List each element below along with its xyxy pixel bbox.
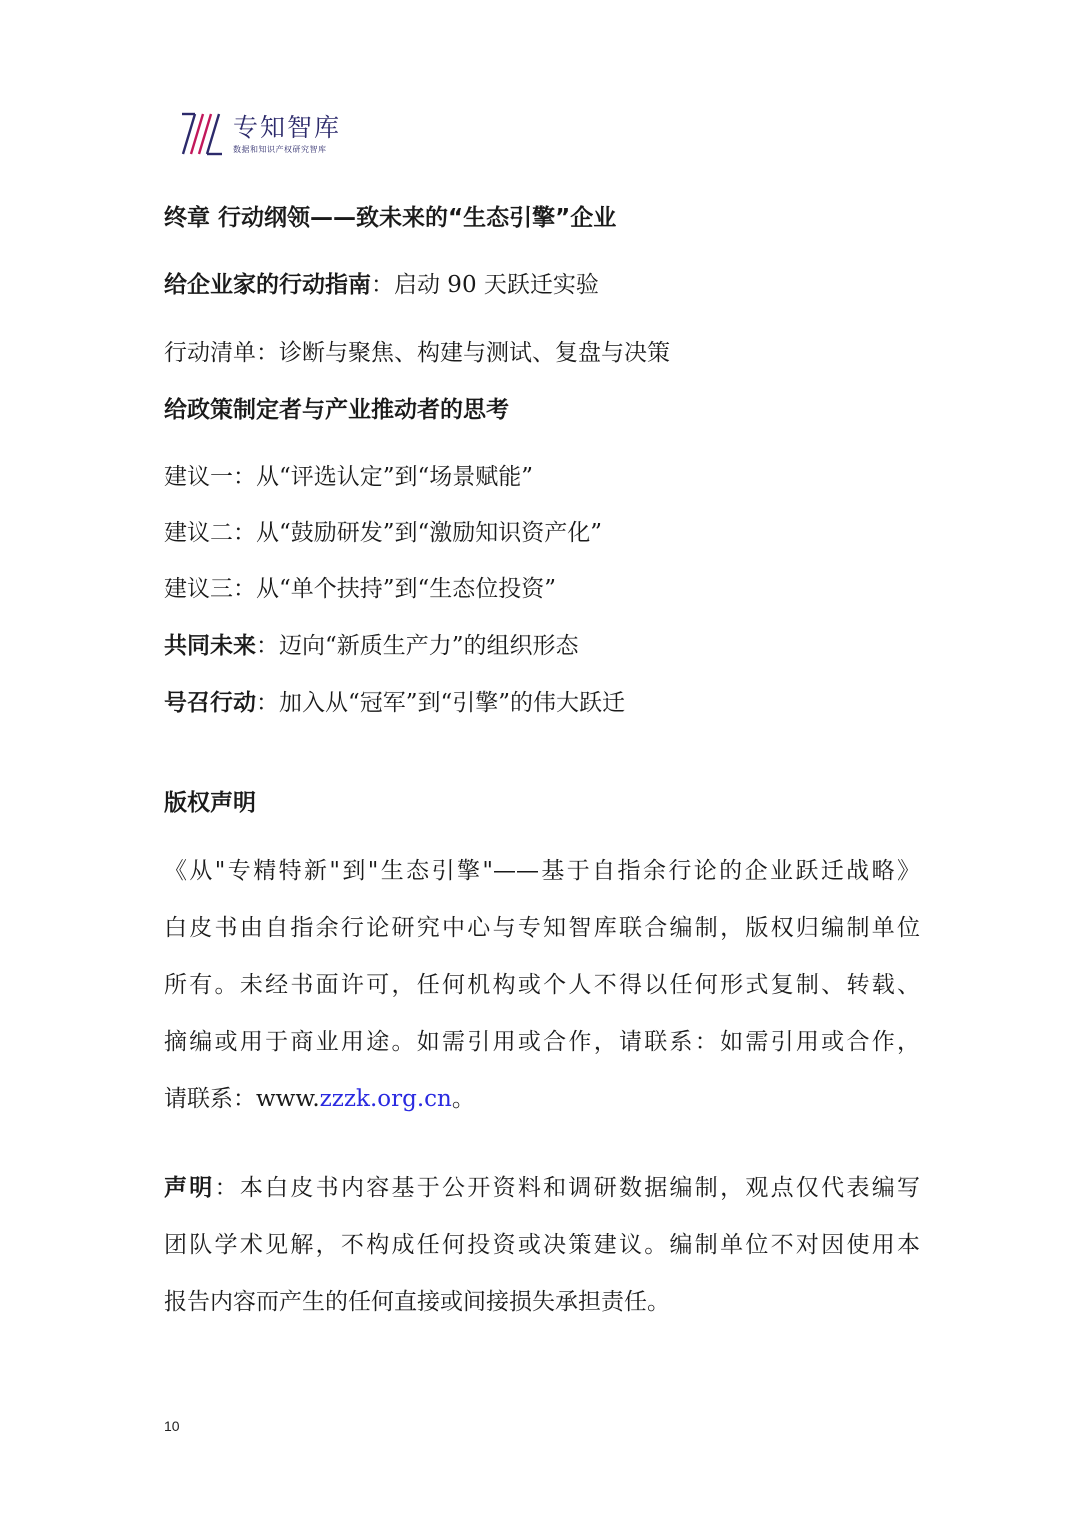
copyright-line: 《从"专精特新"到"生态引擎"——基于自指余行论的企业跃迁战略》: [164, 858, 920, 884]
disclaimer-label: 声明: [164, 1175, 215, 1201]
page-number: 10: [164, 1418, 180, 1434]
disclaimer-text: ：本白皮书内容基于公开资料和调研数据编制，观点仅代表编写: [214, 1175, 921, 1201]
policy-heading: 给政策制定者与产业推动者的思考: [164, 397, 509, 423]
disclaimer-line: 报告内容而产生的任何直接或间接损失承担责任。: [164, 1289, 670, 1315]
suggestion-2: 建议二：从“鼓励研发”到“激励知识资产化”: [164, 520, 603, 546]
disclaimer-paragraph: [164, 1160, 920, 1331]
future-label: 共同未来: [164, 633, 256, 659]
suggestion-1: 建议一：从“评选认定”到“场景赋能”: [164, 464, 534, 490]
disclaimer-line: 团队学术见解，不构成任何投资或决策建议。编制单位不对因使用本: [164, 1232, 920, 1258]
copyright-line: 白皮书由自指余行论研究中心与专知智库联合编制，版权归编制单位: [164, 915, 920, 941]
suggestion-3: 建议三：从“单个扶持”到“生态位投资”: [164, 576, 557, 602]
common-future: [164, 631, 579, 661]
logo-title: 专知智库: [233, 112, 342, 142]
logo: [181, 112, 341, 156]
entrepreneur-label: 给企业家的行动指南: [164, 272, 371, 298]
logo-subtitle: 数据和知识产权研究智库: [233, 144, 327, 154]
entrepreneur-guide: [164, 270, 599, 300]
copyright-heading: 版权声明: [164, 790, 256, 816]
future-text: ：迈向“新质生产力”的组织形态: [256, 633, 579, 659]
call-to-action: [164, 688, 625, 718]
website-link[interactable]: zzzk.org.cn: [319, 1086, 452, 1112]
disclaimer-line: [164, 1160, 920, 1217]
copyright-paragraph: [164, 843, 920, 1128]
logo-z-icon: [181, 112, 223, 156]
call-text: ：加入从“冠军”到“引擎”的伟大跃迁: [256, 690, 626, 716]
copyright-line: 所有。未经书面许可，任何机构或个人不得以任何形式复制、转载、: [164, 972, 920, 998]
contact-suffix: 。: [451, 1086, 475, 1112]
entrepreneur-text: ：启动 90 天跃迁实验: [371, 272, 599, 298]
copyright-last-line: [164, 1071, 920, 1128]
copyright-line: 摘编或用于商业用途。如需引用或合作，请联系：如需引用或合作，: [164, 1029, 920, 1055]
action-checklist: 行动清单：诊断与聚焦、构建与测试、复盘与决策: [164, 340, 670, 366]
call-label: 号召行动: [164, 690, 256, 716]
chapter-title: 终章 行动纲领——致未来的“生态引擎”企业: [164, 205, 617, 231]
contact-prefix: 请联系：www.: [164, 1086, 320, 1112]
